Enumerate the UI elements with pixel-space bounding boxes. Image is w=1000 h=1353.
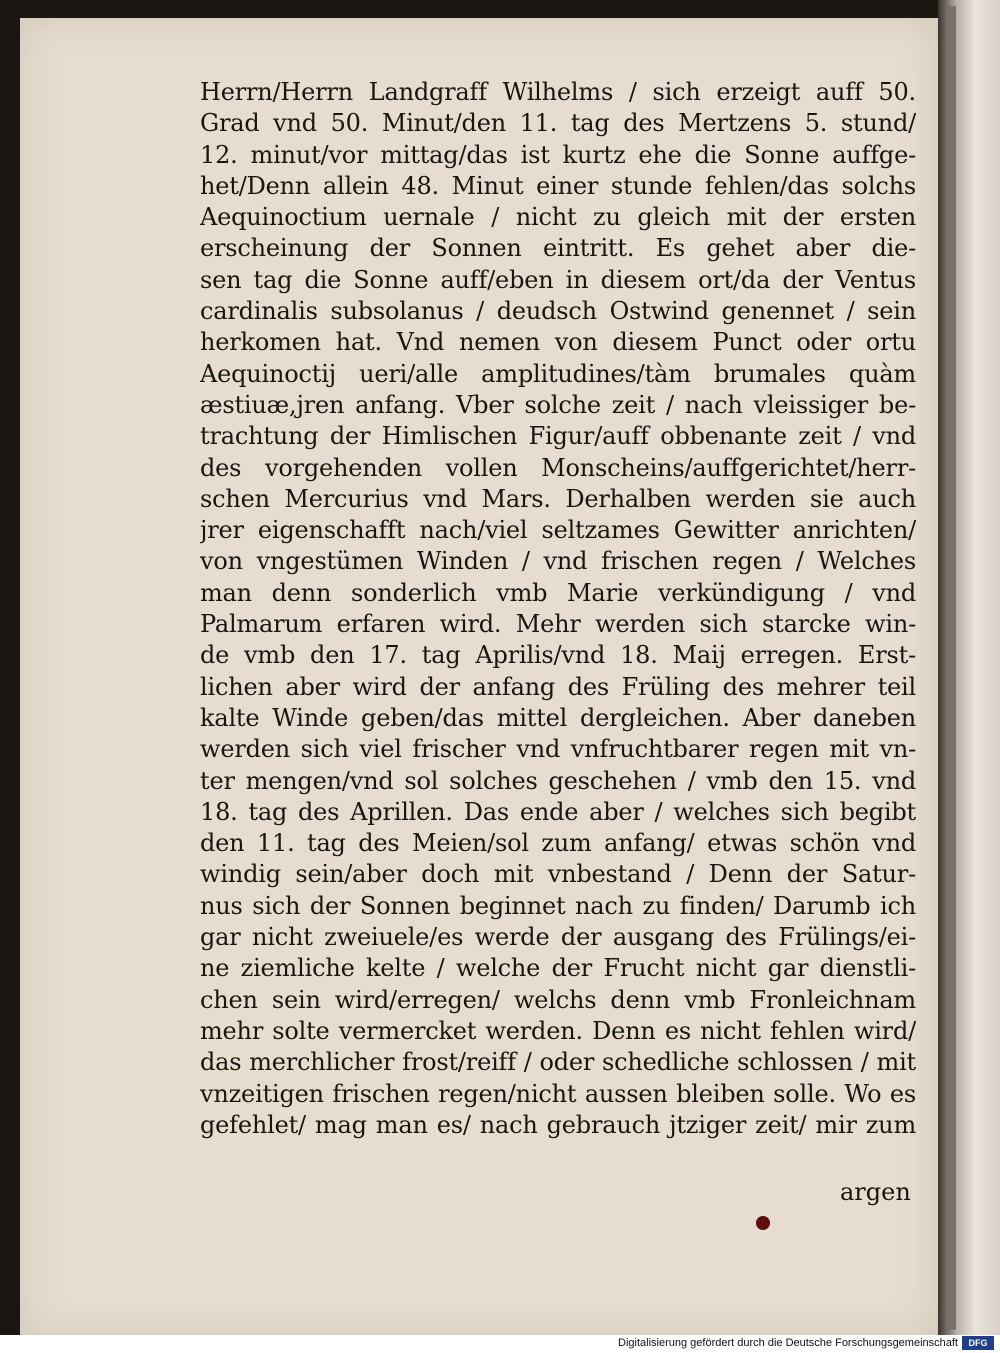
catchword: argen xyxy=(840,1178,911,1206)
text-line: werden sich viel frischer vnd vnfruchtbarer regen mit vn- xyxy=(200,735,916,764)
text-line: gar nicht zweiuele/es werde der ausgang des Frülings/ei- xyxy=(200,923,916,952)
text-line: ter mengen/vnd sol solches geschehen / vmb den 15. vnd xyxy=(200,766,916,795)
text-line: chen sein wird/erregen/ welchs denn vmb Fronleichnam xyxy=(200,985,916,1014)
text-line: gefehlet/ mag man es/ nach gebrauch jtziger zeit/ mir zum xyxy=(200,1110,916,1139)
text-line: kalte Winde geben/das mittel dergleichen. Aber daneben xyxy=(200,703,916,732)
text-line: herkomen hat. Vnd nemen von diesem Punct oder ortu xyxy=(200,328,916,357)
book-edge-strip xyxy=(948,6,956,1330)
text-line: sen tag die Sonne auff/eben in diesem ort/da der Ventus xyxy=(200,265,916,294)
text-line: jrer eigenschafft nach/viel seltzames Gewitter anrichten/ xyxy=(200,516,916,545)
text-line: lichen aber wird der anfang des Früling des mehrer teil xyxy=(200,672,916,701)
text-line: ne ziemliche kelte / welche der Frucht nicht gar dienstli- xyxy=(200,954,916,983)
text-line: von vngestümen Winden / vnd frischen regen / Welches xyxy=(200,547,916,576)
text-line: cardinalis subsolanus / deudsch Ostwind genennet / sein xyxy=(200,297,916,326)
text-line: de vmb den 17. tag Aprilis/vnd 18. Maij erregen. Erst- xyxy=(200,641,916,670)
text-line: mehr solte vermercket werden. Denn es nicht fehlen wird/ xyxy=(200,1016,916,1045)
text-line: Aequinoctij ueri/alle amplitudines/tàm brumales quàm xyxy=(200,359,916,388)
text-line: des vorgehenden vollen Monscheins/auffgerichtet/herr- xyxy=(200,453,916,482)
text-line: das merchlicher frost/reiff / oder schedliche schlossen / mit xyxy=(200,1048,916,1077)
text-line: 18. tag des Aprillen. Das ende aber / welches sich begibt xyxy=(200,797,916,826)
body-text xyxy=(200,77,916,1141)
text-line: erscheinung der Sonnen eintritt. Es gehet aber die- xyxy=(200,234,916,263)
text-line: æstiuæ,jren anfang. Vber solche zeit / nach vleissiger be- xyxy=(200,390,916,419)
dfg-logo-icon: DFG xyxy=(962,1336,994,1350)
book-edge xyxy=(938,0,1000,1335)
text-line: Palmarum erfaren wird. Mehr werden sich starcke win- xyxy=(200,610,916,639)
text-line: trachtung der Himlischen Figur/auff obbenante zeit / vnd xyxy=(200,422,916,451)
text-line: Aequinoctium uernale / nicht zu gleich mit der ersten xyxy=(200,203,916,232)
text-line: windig sein/aber doch mit vnbestand / Denn der Satur- xyxy=(200,860,916,889)
text-line: schen Mercurius vnd Mars. Derhalben werden sie auch xyxy=(200,484,916,513)
ink-dot-mark xyxy=(756,1216,770,1230)
digitization-credit: Digitalisierung gefördert durch die Deutsche Forschungsgemeinschaft xyxy=(618,1337,958,1349)
text-line: vnzeitigen frischen regen/nicht aussen bleiben solle. Wo es xyxy=(200,1079,916,1108)
text-line: man denn sonderlich vmb Marie verkündigung / vnd xyxy=(200,578,916,607)
text-line: Grad vnd 50. Minut/den 11. tag des Mertzens 5. stund/ xyxy=(200,109,916,138)
text-line: 12. minut/vor mittag/das ist kurtz ehe die Sonne auffge- xyxy=(200,140,916,169)
text-line: Herrn/Herrn Landgraff Wilhelms / sich erzeigt auff 50. xyxy=(200,78,916,106)
text-line: het/Denn allein 48. Minut einer stunde fehlen/das solchs xyxy=(200,171,916,200)
text-line: nus sich der Sonnen beginnet nach zu finden/ Darumb ich xyxy=(200,891,916,920)
text-line: den 11. tag des Meien/sol zum anfang/ etwas schön vnd xyxy=(200,829,916,858)
